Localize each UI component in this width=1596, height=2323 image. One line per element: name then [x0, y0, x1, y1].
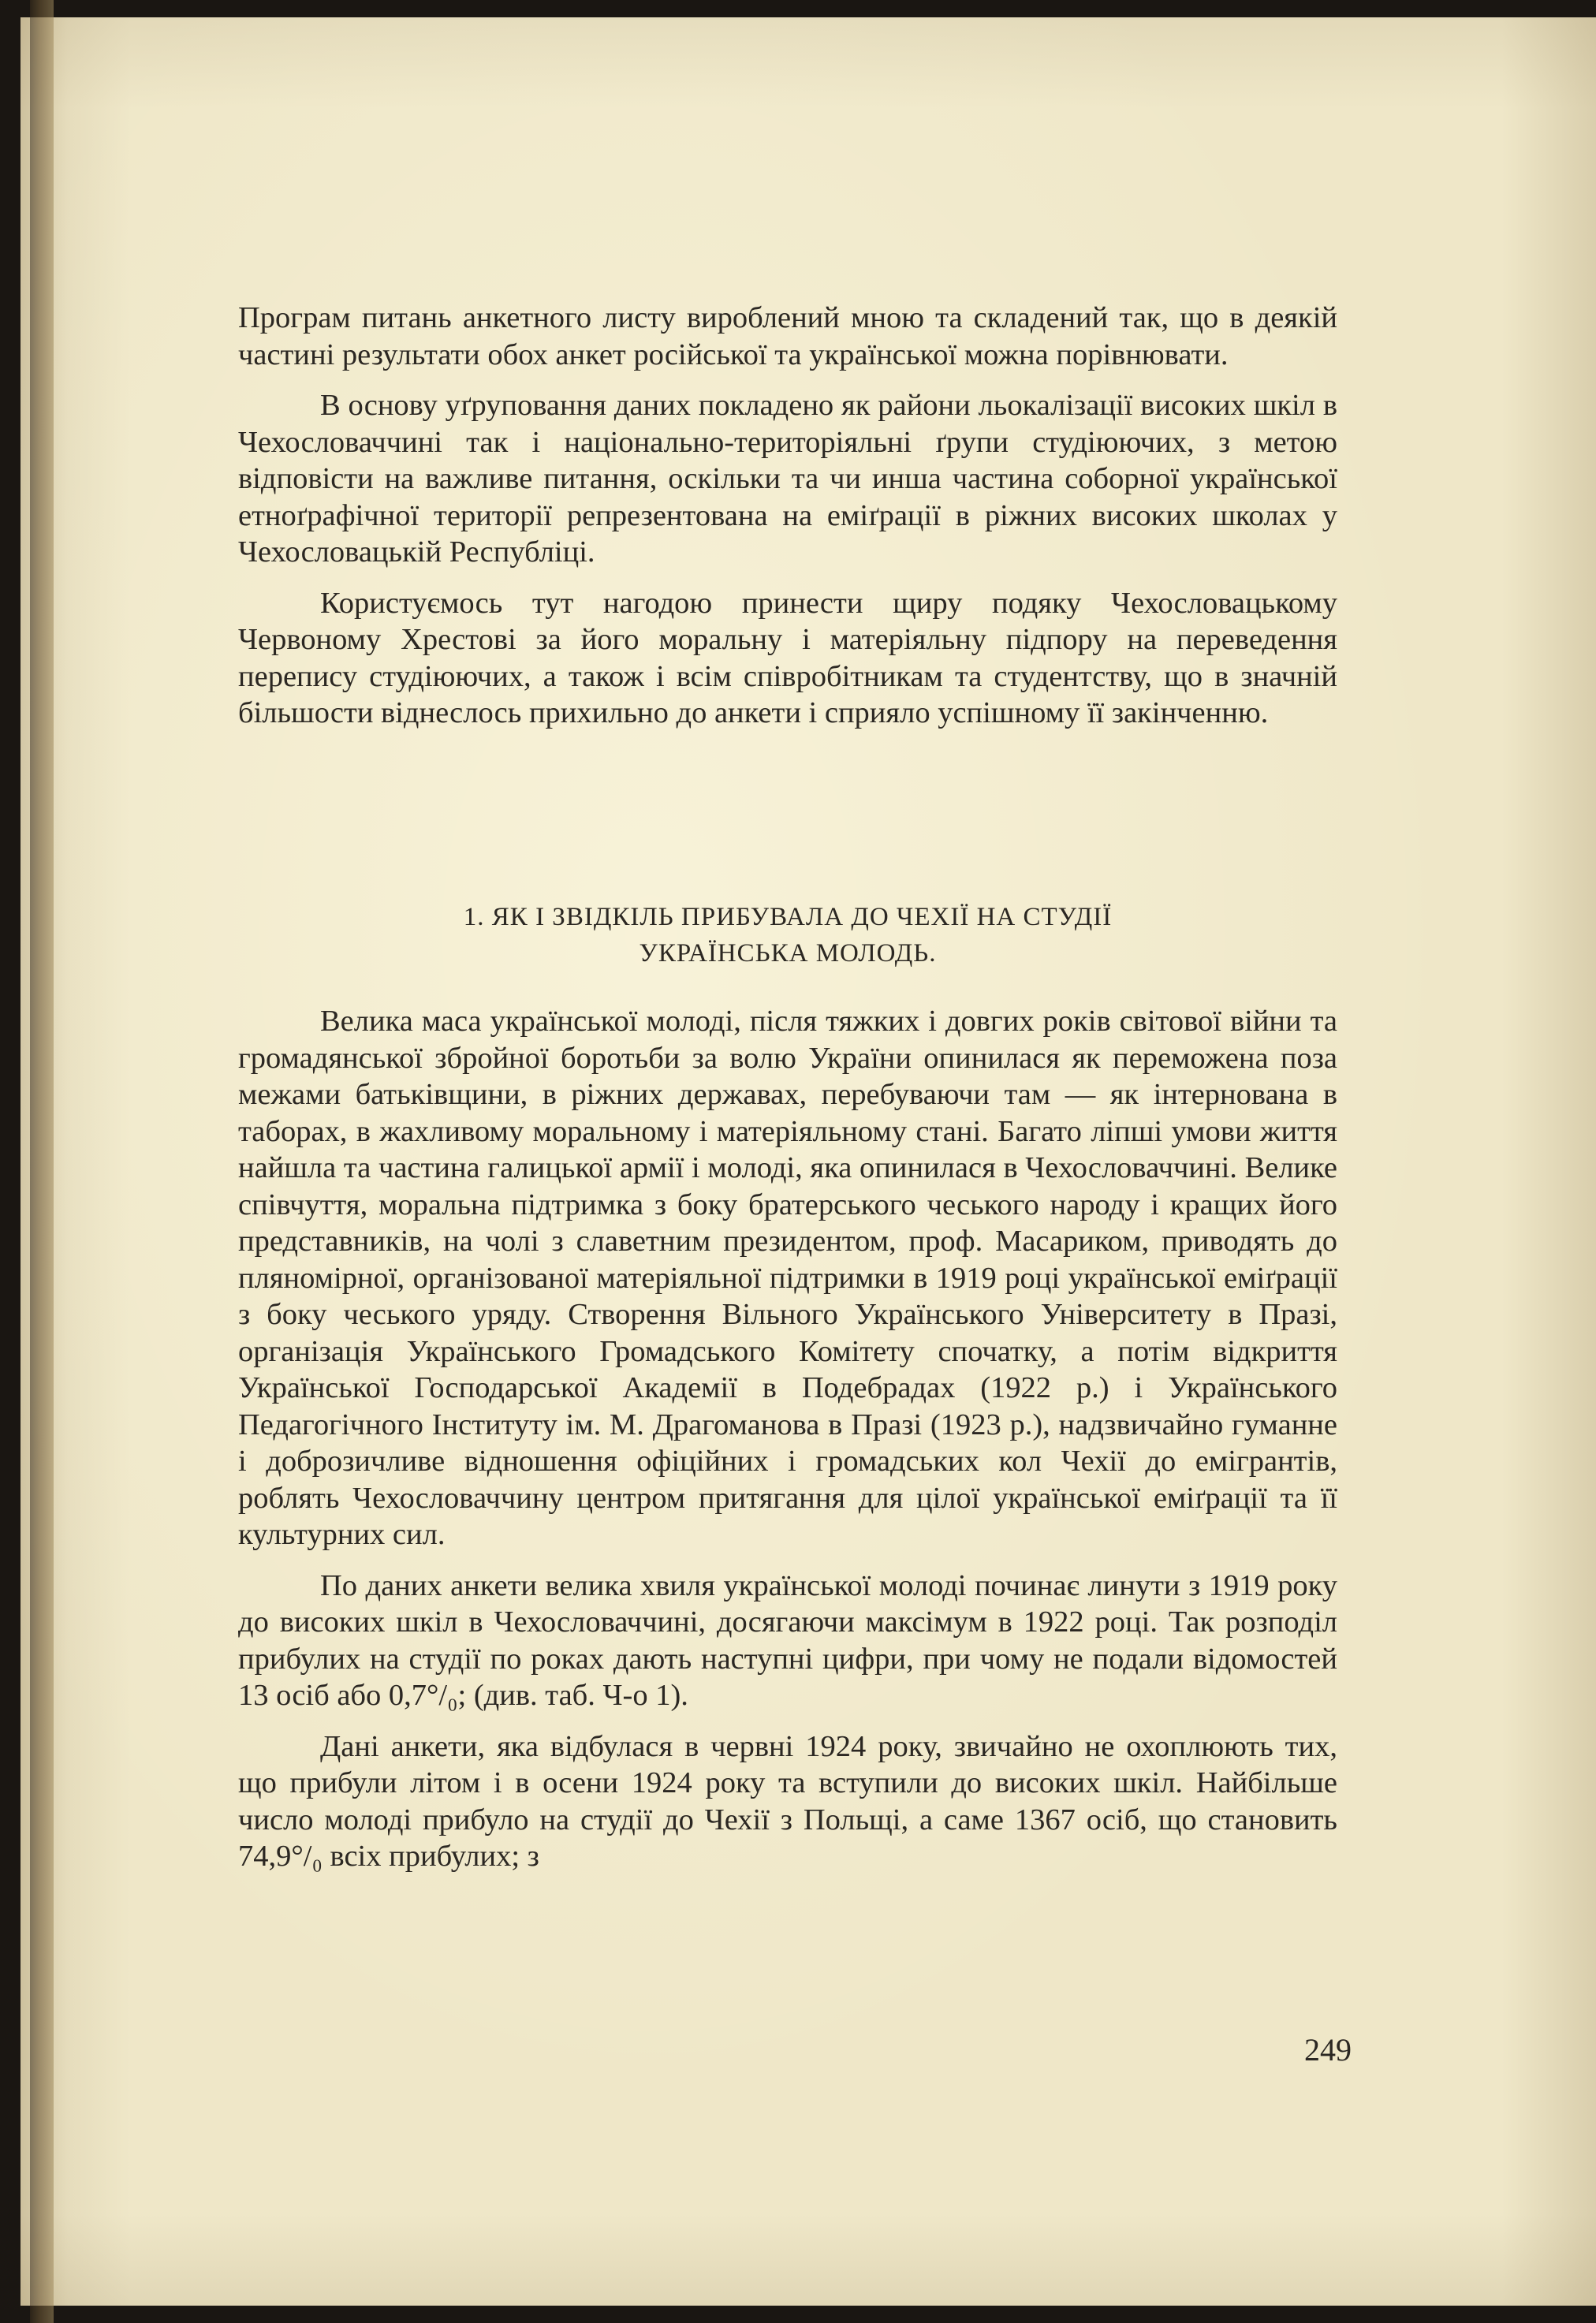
- section-text-block: [238, 1003, 1337, 1889]
- intro-paragraph: Програм питань анкетного листу вироблений мною та складений так, що в деякій частині результати обох анкет російської та української можна порівнювати.: [238, 301, 1337, 371]
- book-spine-shadow: [30, 0, 54, 2323]
- section-paragraph: По даних анкети велика хвиля української молоді починає линути з 1919 року до високих шкіл в Чехословаччині, досягаючи максімум в 1922 році. Так розподіл прибулих на студії по роках дають наступні цифри, при чому не подали відомостей 13 осіб або 0,7°/₀; (див. таб. Ч-о 1).: [238, 1568, 1337, 1712]
- section-heading-line-1: 1. ЯК І ЗВІДКІЛЬ ПРИБУВАЛА ДО ЧЕХІЇ НА СТУДІЇ: [463, 903, 1113, 931]
- section-heading-line-2: УКРАЇНСЬКА МОЛОДЬ.: [639, 939, 937, 968]
- intro-text-block: [238, 300, 1337, 746]
- section-paragraph: Велика маса української молоді, після тяжких і довгих років світової війни та громадянської збройної боротьби за волю України опинилася як переможена поза межами батьківщини, в ріжних державах, перебуваючи там — як інтернована в таборах, в жахливому моральному і матеріяльному стані. Багато ліпші умови життя найшла та частина галицької армії і молоді, яка опинилася в Чехословаччині. Велике співчуття, моральна підтримка з боку братерського чеського народу і кращих його представників, на чолі з славетним президентом, проф. Масариком, приводять до пляномірної, організованої матеріяльної підтримки в 1919 році української еміґрації з боку чеського уряду. Створення Вільного Українського Університету в Празі, організація Українського Громадського Комітету спочатку, а потім відкриття Української Господарської Академії в Подебрадах (1922 р.) і Українського Педагогічного Інституту ім. М. Драгоманова в Празі (1923 р.), надзвичайно гуманне і доброзичливе відношення офіційних і громадських кол Чехії до емігрантів, роблять Чехословаччину центром притягання для цілої української еміґрації та її культурних сил.: [238, 1005, 1337, 1551]
- page-number: 249: [1304, 2032, 1352, 2068]
- intro-paragraph: В основу уґруповання даних покладено як райони льокалізації високих шкіл в Чехословаччині так і національно-територіяльні ґрупи студіюючих, з метою відповісти на важливе питання, оскільки та чи инша частина соборної української етноґрафічної території репрезентована на еміґрації в ріжних високих школах у Чехословацькій Республіці.: [238, 389, 1337, 569]
- section-heading: [238, 899, 1337, 971]
- section-paragraph: Дані анкети, яка відбулася в червні 1924 року, звичайно не охоплюють тих, що прибули літом і в осени 1924 року та вступили до високих шкіл. Найбільше число молоді прибуло на студії до Чехії з Польщі, а саме 1367 осіб, що становить 74,9°/₀ всіх прибулих; з: [238, 1729, 1337, 1873]
- intro-paragraph: Користуємось тут нагодою принести щиру подяку Чехословацькому Червоному Хрестові за його моральну і матеріяльну підпору на переведення перепису студіюючих, а також і всім співробітникам та студентству, що в значній більшости віднеслось прихильно до анкети і сприяло успішному її закінченню.: [238, 586, 1337, 729]
